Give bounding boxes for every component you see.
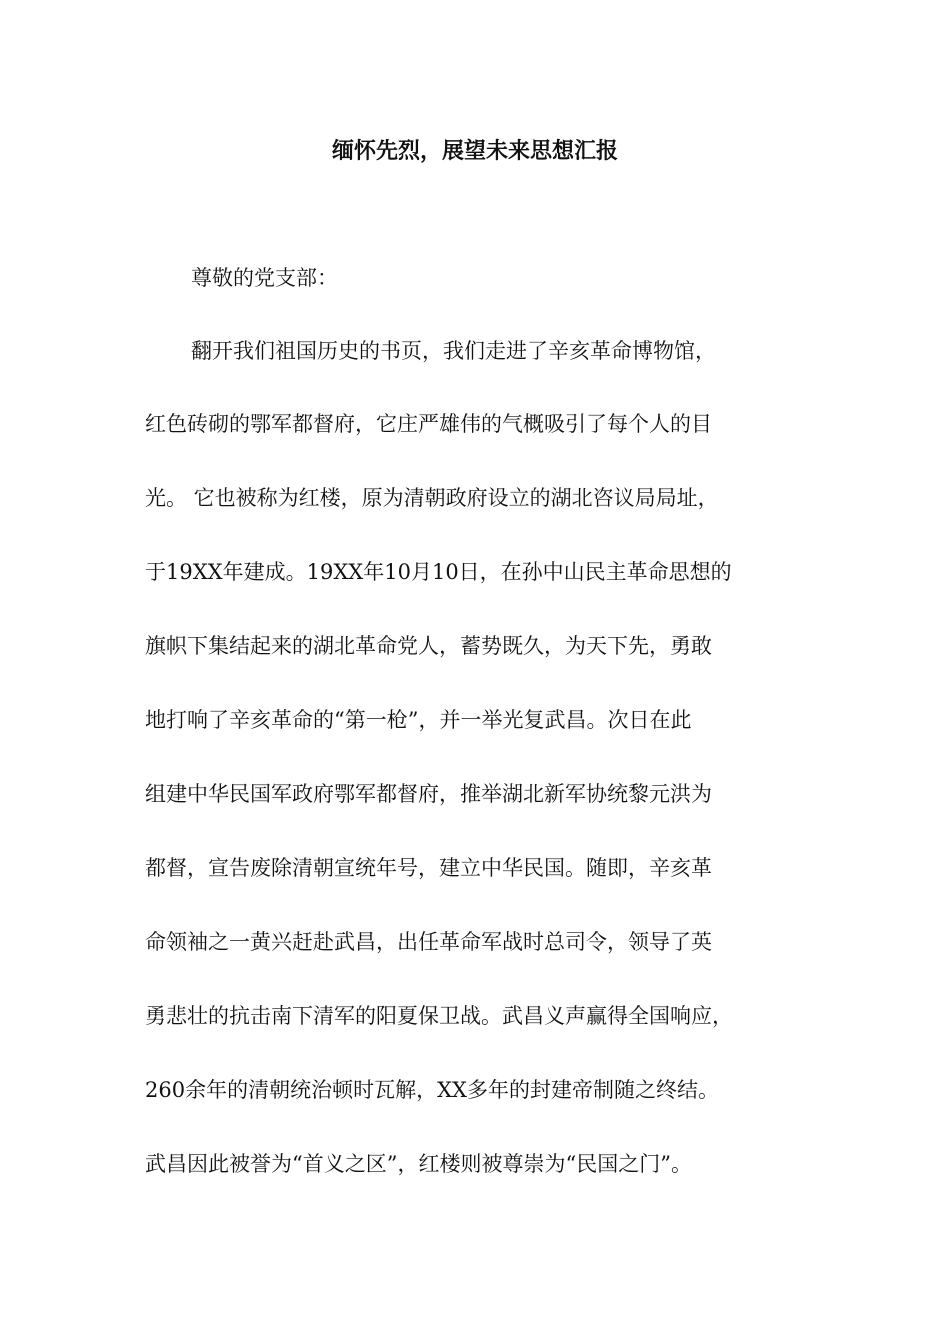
paragraph-line: 地打响了辛亥革命的“第一枪”，并一举光复武昌。次日在此 [145,708,692,732]
paragraph-line: 光。 它也被称为红楼，原为清朝政府设立的湖北咨议局局址， [145,486,719,510]
paragraph-line: 红色砖砌的鄂军都督府，它庄严雄伟的气概吸引了每个人的目 [145,412,712,436]
salutation: 尊敬的党支部： [191,266,338,290]
paragraph-line: 组建中华民国军政府鄂军都督府，推举湖北新军协统黎元洪为 [145,782,712,806]
document-title: 缅怀先烈，展望未来思想汇报 [331,139,618,164]
paragraph-line: 勇悲壮的抗击南下清军的阳夏保卫战。武昌义声赢得全国响应， [145,1004,733,1028]
paragraph-line: 命领袖之一黄兴赶赴武昌，出任革命军战时总司令，领导了英 [145,930,712,954]
paragraph-line: 翻开我们祖国历史的书页，我们走进了辛亥革命博物馆， [191,339,716,363]
paragraph-line: 旗帜下集结起来的湖北革命党人，蓄势既久，为天下先，勇敢 [145,634,712,658]
paragraph-line: 于19XX年建成。19XX年10月10日，在孙中山民主革命思想的 [145,560,732,584]
paragraph-line: 武昌因此被誉为“首义之区”，红楼则被尊崇为“民国之门”。 [145,1152,692,1176]
paragraph-line: 都督，宣告废除清朝宣统年号，建立中华民国。随即，辛亥革 [145,856,712,880]
paragraph-line: 260余年的清朝统治顿时瓦解，XX多年的封建帝制随之终结。 [145,1078,719,1102]
